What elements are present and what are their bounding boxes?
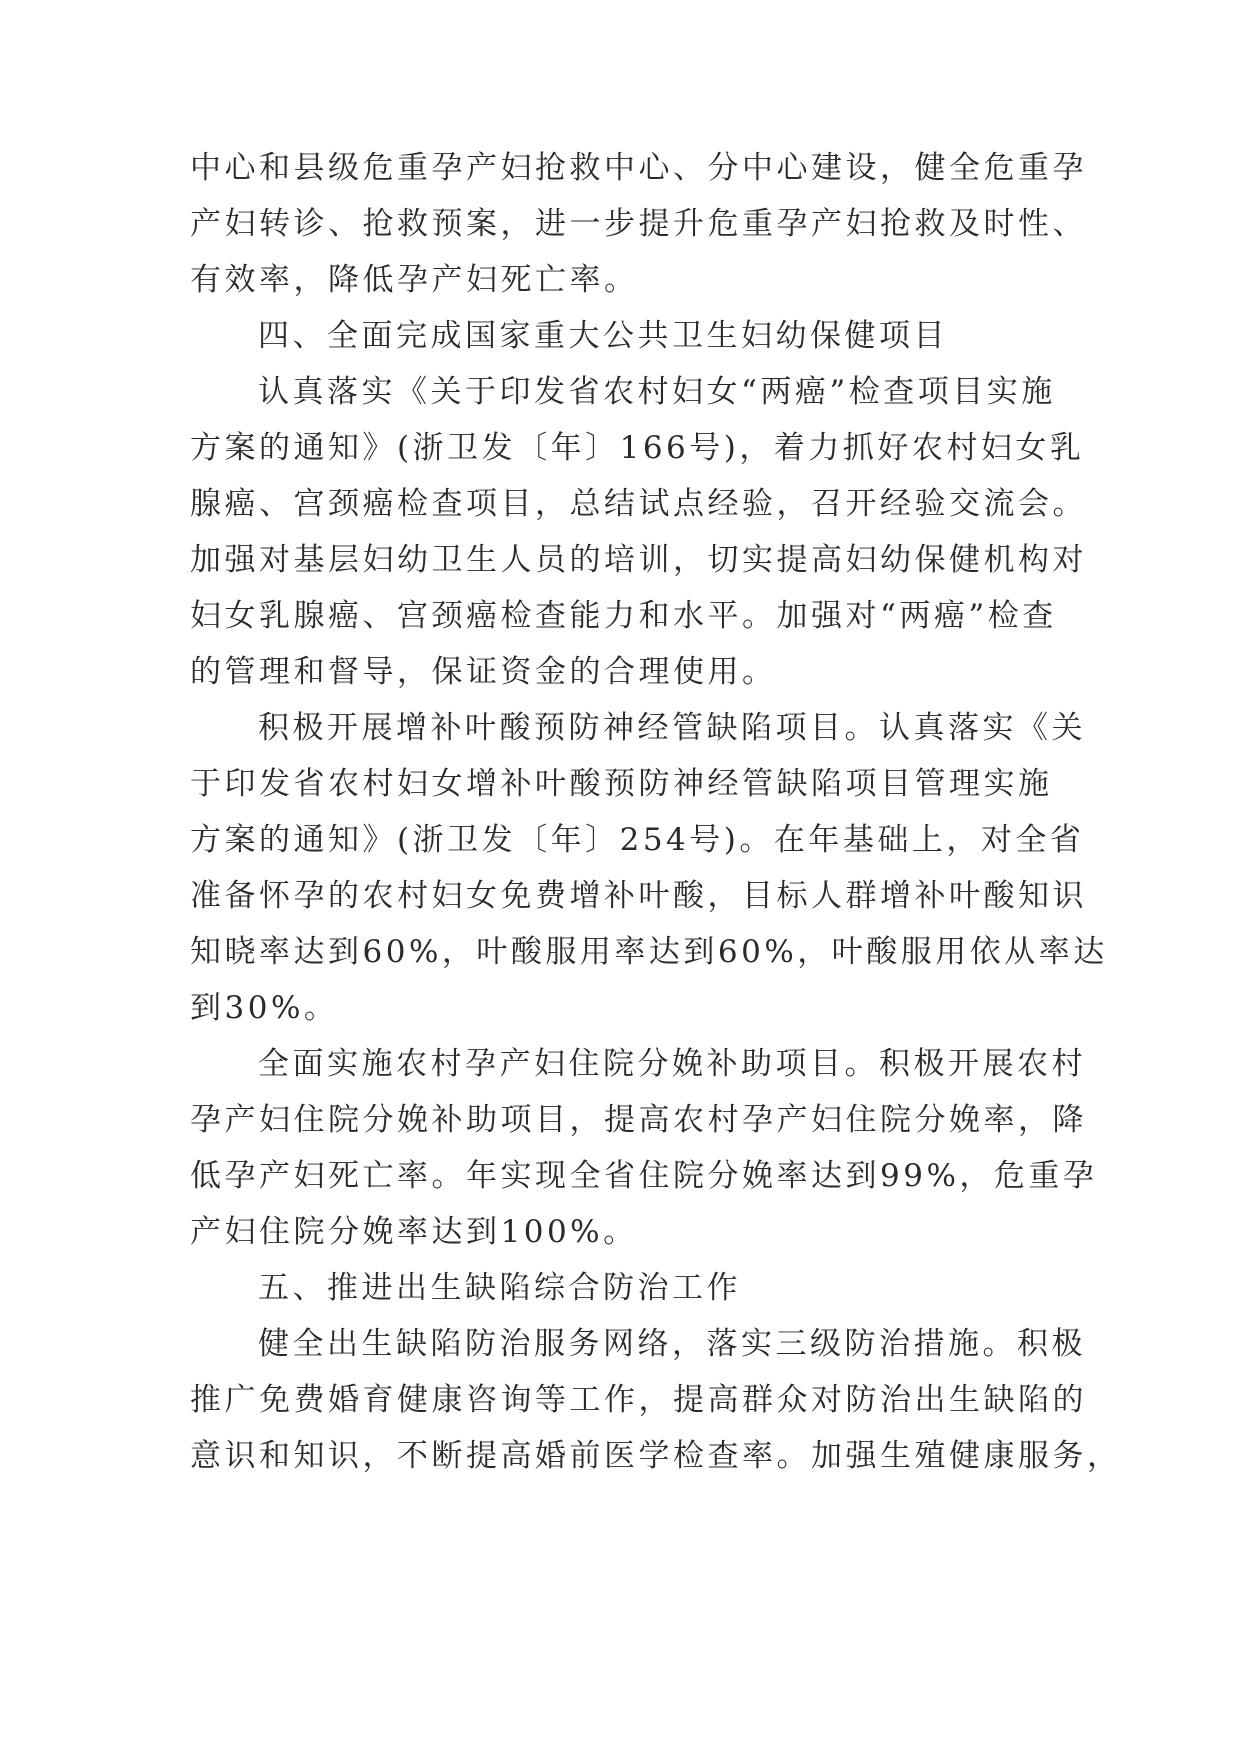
text-line: 知晓率达到60%，叶酸服用率达到60%，叶酸服用依从率达 bbox=[190, 934, 1108, 970]
text-line: 产妇转诊、抢救预案，进一步提升危重孕产妇抢救及时性、 bbox=[190, 206, 1087, 242]
section-heading: 四、全面完成国家重大公共卫生妇幼保健项目 bbox=[258, 318, 948, 354]
text-line: 意识和知识，不断提高婚前医学检查率。加强生殖健康服务， bbox=[190, 1438, 1122, 1474]
text-line: 低孕产妇死亡率。年实现全省住院分娩率达到99%，危重孕 bbox=[190, 1158, 1098, 1194]
text-line: 中心和县级危重孕产妇抢救中心、分中心建设，健全危重孕 bbox=[190, 150, 1087, 186]
text-line: 认真落实《关于印发省农村妇女“两癌”检查项目实施 bbox=[258, 374, 1056, 410]
text-line: 推广免费婚育健康咨询等工作，提高群众对防治出生缺陷的 bbox=[190, 1382, 1087, 1418]
text-line: 加强对基层妇幼卫生人员的培训，切实提高妇幼保健机构对 bbox=[190, 542, 1087, 578]
text-line: 方案的通知》(浙卫发〔年〕254号)。在年基础上，对全省 bbox=[190, 822, 1085, 858]
text-line: 有效率，降低孕产妇死亡率。 bbox=[190, 262, 639, 298]
text-line: 于印发省农村妇女增补叶酸预防神经管缺陷项目管理实施 bbox=[190, 766, 1053, 802]
text-line: 准备怀孕的农村妇女免费增补叶酸，目标人群增补叶酸知识 bbox=[190, 878, 1087, 914]
text-line: 妇女乳腺癌、宫颈癌检查能力和水平。加强对“两癌”检查 bbox=[190, 598, 1057, 634]
text-line: 的管理和督导，保证资金的合理使用。 bbox=[190, 654, 777, 690]
text-line: 到30%。 bbox=[190, 990, 339, 1026]
text-line: 产妇住院分娩率达到100%。 bbox=[190, 1214, 638, 1250]
text-line: 腺癌、宫颈癌检查项目，总结试点经验，召开经验交流会。 bbox=[190, 486, 1087, 522]
text-line: 全面实施农村孕产妇住院分娩补助项目。积极开展农村 bbox=[258, 1046, 1086, 1082]
text-line: 健全出生缺陷防治服务网络，落实三级防治措施。积极 bbox=[258, 1326, 1086, 1362]
text-line: 积极开展增补叶酸预防神经管缺陷项目。认真落实《关 bbox=[258, 710, 1086, 746]
text-line: 方案的通知》(浙卫发〔年〕166号)，着力抓好农村妇女乳 bbox=[190, 430, 1085, 466]
section-heading: 五、推进出生缺陷综合防治工作 bbox=[258, 1270, 741, 1306]
text-line: 孕产妇住院分娩补助项目，提高农村孕产妇住院分娩率，降 bbox=[190, 1102, 1087, 1138]
